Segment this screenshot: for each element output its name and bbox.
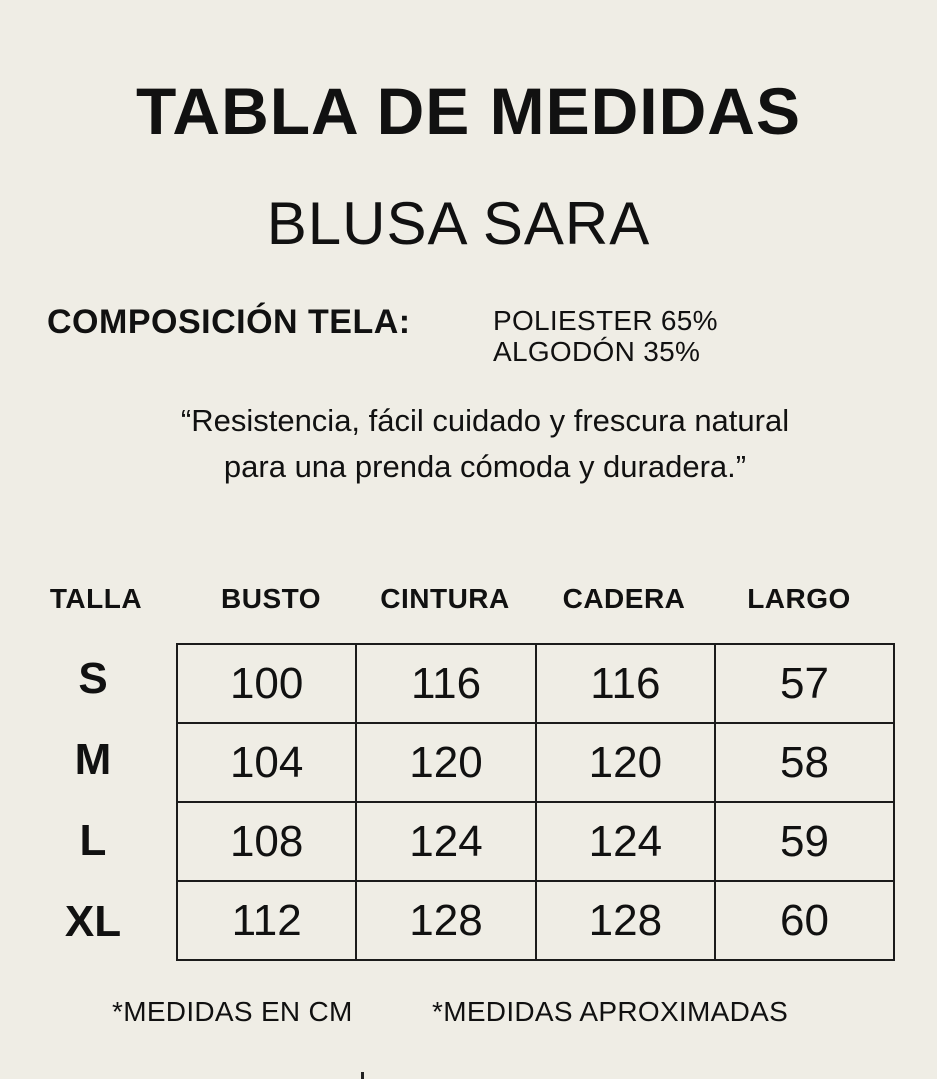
size-label: XL xyxy=(64,897,122,946)
cell-largo: 59 xyxy=(715,802,894,881)
table-row xyxy=(177,802,894,881)
header-busto: BUSTO xyxy=(221,583,321,614)
cell-cadera: 124 xyxy=(536,802,715,881)
header-cadera: CADERA xyxy=(562,583,686,614)
size-label: L xyxy=(79,816,107,865)
cell-cintura: 124 xyxy=(356,802,535,881)
cell-busto: 100 xyxy=(177,644,356,723)
cell-cadera: 116 xyxy=(536,644,715,723)
cell-cintura: 120 xyxy=(356,723,535,802)
header-largo: LARGO xyxy=(747,583,851,614)
note-units: *MEDIDAS EN CM xyxy=(112,996,353,1027)
product-quote xyxy=(0,398,937,490)
measurements-table xyxy=(176,643,895,961)
size-label: M xyxy=(74,735,112,784)
cell-largo: 60 xyxy=(715,881,894,960)
note-approximate: *MEDIDAS APROXIMADAS xyxy=(432,996,789,1027)
divider-mark xyxy=(361,1072,364,1079)
header-talla: TALLA xyxy=(49,583,143,614)
cell-largo: 58 xyxy=(715,723,894,802)
composition-label: COMPOSICIÓN TELA: xyxy=(47,303,411,341)
cell-busto: 108 xyxy=(177,802,356,881)
size-label: S xyxy=(78,654,108,703)
cell-cadera: 120 xyxy=(536,723,715,802)
composition-line-polyester: POLIESTER 65% xyxy=(493,305,718,336)
product-name: BLUSA SARA xyxy=(266,190,651,257)
cell-cadera: 128 xyxy=(536,881,715,960)
header-cintura: CINTURA xyxy=(380,583,510,614)
page-title: TABLA DE MEDIDAS xyxy=(136,74,801,148)
size-column xyxy=(40,644,146,968)
table-row xyxy=(177,723,894,802)
footnotes xyxy=(0,996,937,1032)
composition-values xyxy=(493,305,718,367)
cell-cintura: 116 xyxy=(356,644,535,723)
table-header-row xyxy=(0,582,937,616)
quote-line-2: para una prenda cómoda y duradera.” xyxy=(223,449,747,484)
quote-line-1: “Resistencia, fácil cuidado y frescura natural xyxy=(180,403,790,438)
cell-cintura: 128 xyxy=(356,881,535,960)
cell-busto: 104 xyxy=(177,723,356,802)
cell-busto: 112 xyxy=(177,881,356,960)
composition-line-cotton: ALGODÓN 35% xyxy=(493,336,701,367)
table-row xyxy=(177,644,894,723)
cell-largo: 57 xyxy=(715,644,894,723)
table-row xyxy=(177,881,894,960)
